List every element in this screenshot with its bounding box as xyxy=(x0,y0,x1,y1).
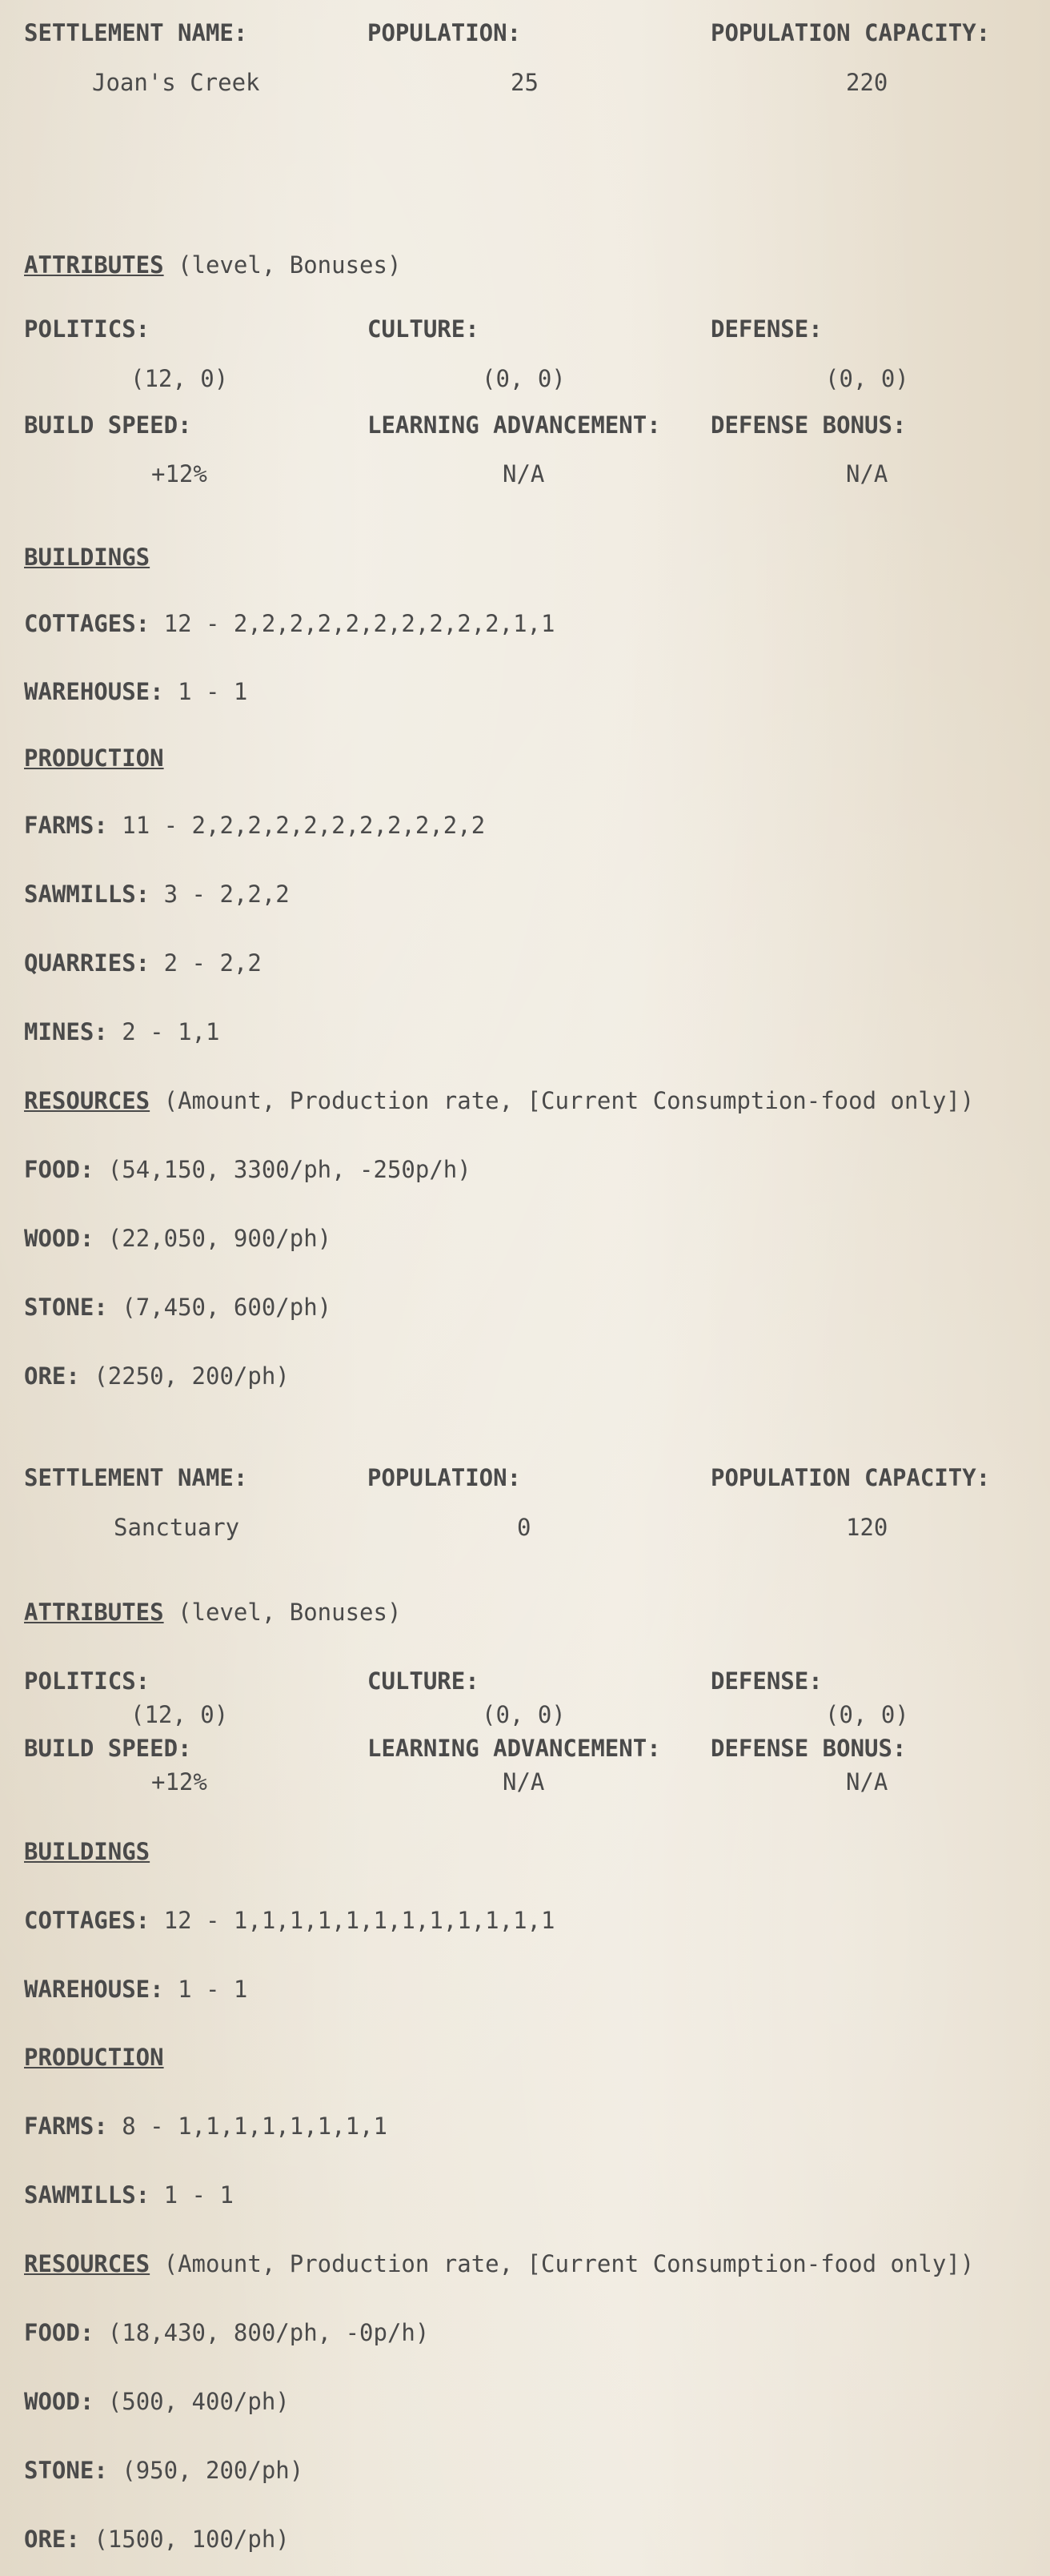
resources-heading-row xyxy=(24,2250,974,2277)
resources-note: (Amount, Production rate, [Current Consumption-food only]) xyxy=(163,2250,975,2277)
production-row-farms xyxy=(24,2113,387,2140)
sawmills-label: SAWMILLS: xyxy=(24,881,150,908)
wood-value: (22,050, 900/ph) xyxy=(107,1225,332,1252)
settlement-name: Sanctuary xyxy=(114,1514,240,1541)
learning-advancement-label: LEARNING ADVANCEMENT: xyxy=(367,1735,661,1762)
defense-bonus-value: N/A xyxy=(846,1768,888,1796)
defense-label: DEFENSE: xyxy=(711,1667,823,1695)
defense-value: (0, 0) xyxy=(825,1701,909,1728)
population-value: 25 xyxy=(511,69,539,96)
farms-value: 11 - 2,2,2,2,2,2,2,2,2,2,2 xyxy=(122,812,486,839)
resource-row-food xyxy=(24,2319,429,2346)
production-row-sawmills xyxy=(24,881,290,908)
sawmills-label: SAWMILLS: xyxy=(24,2181,150,2209)
settlement-name-label: SETTLEMENT NAME: xyxy=(24,19,248,46)
resource-row-ore xyxy=(24,2526,290,2553)
warehouse-row xyxy=(24,1976,247,2003)
buildings-heading: BUILDINGS xyxy=(24,544,150,571)
population-capacity-label: POPULATION CAPACITY: xyxy=(711,1464,991,1491)
population-capacity-value: 220 xyxy=(846,69,888,96)
resource-row-wood xyxy=(24,2388,290,2415)
cottages-value: 12 - 1,1,1,1,1,1,1,1,1,1,1,1 xyxy=(163,1907,555,1934)
politics-label: POLITICS: xyxy=(24,315,150,343)
population-label: POPULATION: xyxy=(367,19,522,46)
farms-label: FARMS: xyxy=(24,812,108,839)
mines-label: MINES: xyxy=(24,1018,108,1045)
attributes-note: (level, Bonuses) xyxy=(178,1599,402,1626)
quarries-value: 2 - 2,2 xyxy=(163,949,262,977)
defense-label: DEFENSE: xyxy=(711,315,823,343)
resources-heading-row xyxy=(24,1087,974,1114)
settlement-name-label: SETTLEMENT NAME: xyxy=(24,1464,248,1491)
warehouse-label: WAREHOUSE: xyxy=(24,1976,164,2003)
production-heading: PRODUCTION xyxy=(24,2044,164,2071)
stone-label: STONE: xyxy=(24,2457,108,2484)
population-value: 0 xyxy=(517,1514,531,1541)
culture-value: (0, 0) xyxy=(482,365,566,392)
resource-row-food xyxy=(24,1156,471,1183)
culture-value: (0, 0) xyxy=(482,1701,566,1728)
food-value: (54,150, 3300/ph, -250p/h) xyxy=(107,1156,471,1183)
learning-advancement-label: LEARNING ADVANCEMENT: xyxy=(367,411,661,439)
cottages-label: COTTAGES: xyxy=(24,610,150,637)
stone-value: (7,450, 600/ph) xyxy=(122,1294,332,1321)
warehouse-value: 1 - 1 xyxy=(178,1976,248,2003)
ore-label: ORE: xyxy=(24,2526,80,2553)
resource-row-wood xyxy=(24,1225,331,1252)
politics-value: (12, 0) xyxy=(130,365,229,392)
politics-value: (12, 0) xyxy=(130,1701,229,1728)
wood-value: (500, 400/ph) xyxy=(107,2388,290,2415)
stone-label: STONE: xyxy=(24,1294,108,1321)
resource-row-stone xyxy=(24,1294,331,1321)
ore-label: ORE: xyxy=(24,1362,80,1390)
population-label: POPULATION: xyxy=(367,1464,522,1491)
attributes-heading-row xyxy=(24,251,401,279)
production-heading: PRODUCTION xyxy=(24,744,164,772)
population-capacity-value: 120 xyxy=(846,1514,888,1541)
politics-label: POLITICS: xyxy=(24,1667,150,1695)
farms-value: 8 - 1,1,1,1,1,1,1,1 xyxy=(122,2113,387,2140)
defense-bonus-label: DEFENSE BONUS: xyxy=(711,411,907,439)
wood-label: WOOD: xyxy=(24,1225,94,1252)
production-row-mines xyxy=(24,1018,219,1045)
cottages-label: COTTAGES: xyxy=(24,1907,150,1934)
attributes-heading-row xyxy=(24,1599,401,1626)
warehouse-row xyxy=(24,678,247,705)
build-speed-value: +12% xyxy=(151,460,207,488)
production-row-quarries xyxy=(24,949,262,977)
culture-label: CULTURE: xyxy=(367,315,479,343)
food-label: FOOD: xyxy=(24,1156,94,1183)
cottages-row xyxy=(24,1907,555,1934)
build-speed-value: +12% xyxy=(151,1768,207,1796)
resources-note: (Amount, Production rate, [Current Consumption-food only]) xyxy=(163,1087,975,1114)
settlement-name: Joan's Creek xyxy=(92,69,260,96)
cottages-row xyxy=(24,610,555,637)
wood-label: WOOD: xyxy=(24,2388,94,2415)
defense-bonus-label: DEFENSE BONUS: xyxy=(711,1735,907,1762)
attributes-note: (level, Bonuses) xyxy=(178,251,402,279)
attributes-heading: ATTRIBUTES xyxy=(24,1599,164,1626)
resource-row-ore xyxy=(24,1362,290,1390)
farms-label: FARMS: xyxy=(24,2113,108,2140)
ore-value: (1500, 100/ph) xyxy=(94,2526,290,2553)
attributes-heading: ATTRIBUTES xyxy=(24,251,164,279)
defense-bonus-value: N/A xyxy=(846,460,888,488)
build-speed-label: BUILD SPEED: xyxy=(24,1735,192,1762)
ore-value: (2250, 200/ph) xyxy=(94,1362,290,1390)
learning-advancement-value: N/A xyxy=(503,460,545,488)
quarries-label: QUARRIES: xyxy=(24,949,150,977)
warehouse-label: WAREHOUSE: xyxy=(24,678,164,705)
food-value: (18,430, 800/ph, -0p/h) xyxy=(107,2319,430,2346)
resources-heading: RESOURCES xyxy=(24,2250,150,2277)
resource-row-stone xyxy=(24,2457,303,2484)
population-capacity-label: POPULATION CAPACITY: xyxy=(711,19,991,46)
sawmills-value: 1 - 1 xyxy=(163,2181,234,2209)
warehouse-value: 1 - 1 xyxy=(178,678,248,705)
mines-value: 2 - 1,1 xyxy=(122,1018,220,1045)
resources-heading: RESOURCES xyxy=(24,1087,150,1114)
buildings-heading: BUILDINGS xyxy=(24,1838,150,1865)
defense-value: (0, 0) xyxy=(825,365,909,392)
production-row-sawmills xyxy=(24,2181,234,2209)
production-row-farms xyxy=(24,812,485,839)
cottages-value: 12 - 2,2,2,2,2,2,2,2,2,2,1,1 xyxy=(163,610,555,637)
learning-advancement-value: N/A xyxy=(503,1768,545,1796)
food-label: FOOD: xyxy=(24,2319,94,2346)
stone-value: (950, 200/ph) xyxy=(122,2457,304,2484)
culture-label: CULTURE: xyxy=(367,1667,479,1695)
sawmills-value: 3 - 2,2,2 xyxy=(163,881,290,908)
build-speed-label: BUILD SPEED: xyxy=(24,411,192,439)
